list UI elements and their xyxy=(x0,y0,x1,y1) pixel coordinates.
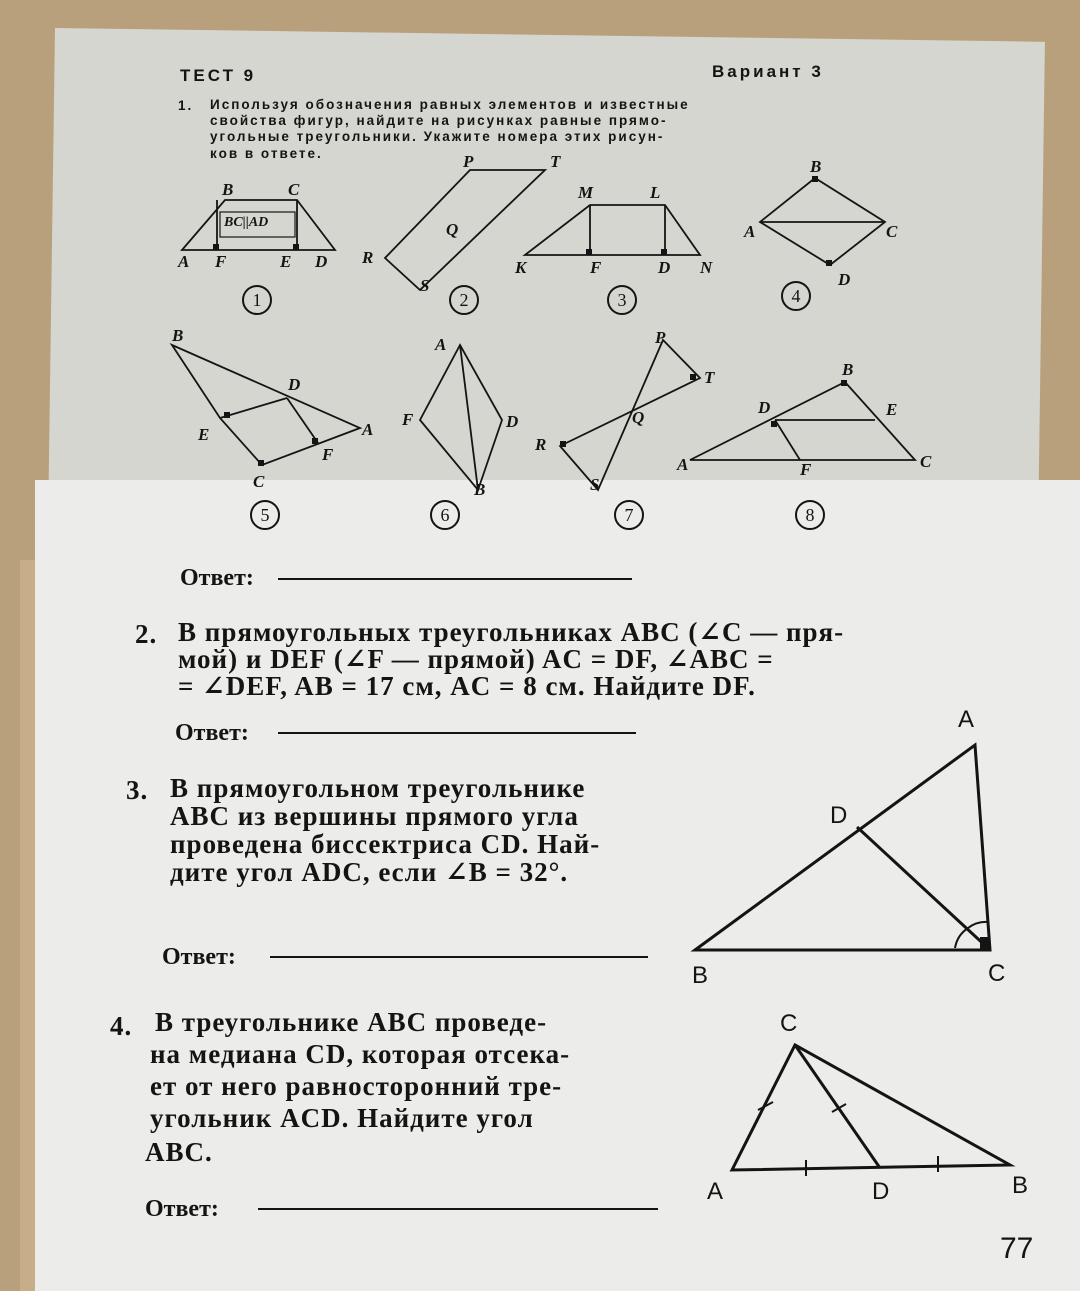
task4-line: ABC. xyxy=(145,1137,213,1167)
fig8-label: E xyxy=(886,400,898,419)
task1-number: 1. xyxy=(178,98,194,113)
fig8-number: 8 xyxy=(795,500,825,530)
task4-number: 4. xyxy=(110,1011,133,1041)
page-number: 77 xyxy=(1000,1232,1034,1265)
fig7-label: Q xyxy=(632,408,645,427)
fig4-label: A xyxy=(744,222,756,241)
task4-line: ет от него равносторонний тре- xyxy=(150,1071,563,1101)
task4-label-b: B xyxy=(1012,1172,1029,1199)
fig6-label: A xyxy=(435,335,447,354)
task4-label-a: A xyxy=(707,1178,724,1205)
fig6-number: 6 xyxy=(430,500,460,530)
task4-line: угольник ACD. Найдите угол xyxy=(150,1103,534,1133)
task4-label-c: C xyxy=(780,1010,798,1037)
task1-answer-label: Ответ: xyxy=(180,565,254,591)
fig5-label: D xyxy=(288,375,301,394)
fig4-label: C xyxy=(886,222,898,241)
fig2-label: Q xyxy=(446,220,459,239)
fig3-number: 3 xyxy=(607,285,637,315)
fig5-number: 5 xyxy=(250,500,280,530)
task3-line: дите угол ADC, если ∠B = 32°. xyxy=(170,857,569,887)
task2-line: В прямоугольных треугольниках ABC (∠C — пря- xyxy=(178,617,845,647)
task4-line: В треугольнике ABC проведе- xyxy=(155,1007,548,1037)
fig1-label: D xyxy=(315,252,328,271)
task4-line: на медиана CD, которая отсека- xyxy=(150,1039,571,1069)
fig7-number: 7 xyxy=(614,500,644,530)
task3-answer-label: Ответ: xyxy=(162,944,236,970)
fig3-label: L xyxy=(650,183,661,202)
task2-line: мой) и DEF (∠F — прямой) AC = DF, ∠ABC = xyxy=(178,644,774,674)
fig3-label: F xyxy=(590,258,602,277)
fig5-label: F xyxy=(322,445,334,464)
task3-label-b: B xyxy=(692,962,709,989)
task1-line: Используя обозначения равных элементов и известные xyxy=(210,97,690,112)
fig5-label: E xyxy=(198,425,210,444)
task3-label-d: D xyxy=(830,802,848,829)
task3-number: 3. xyxy=(126,775,149,805)
fig8-label: A xyxy=(677,455,689,474)
fig3-label: N xyxy=(700,258,713,277)
fig3-label: M xyxy=(578,183,594,202)
fig2-label: R xyxy=(362,248,374,267)
task1-line: ков в ответе. xyxy=(210,146,323,161)
fig8-label: B xyxy=(842,360,854,379)
fig7-label: T xyxy=(704,368,715,387)
fig1-number: 1 xyxy=(242,285,272,315)
task1-line: свойства фигур, найдите на рисунках равные прямо- xyxy=(210,113,668,128)
task3-label-a: A xyxy=(958,706,975,733)
fig1-note: BC||AD xyxy=(224,215,269,230)
fig6-label: F xyxy=(402,410,414,429)
fig8-label: C xyxy=(920,452,932,471)
fig4-number: 4 xyxy=(781,281,811,311)
test-title: ТЕСТ 9 xyxy=(180,66,257,85)
fig1-label: A xyxy=(178,252,190,271)
task3-line: проведена биссектриса CD. Най- xyxy=(170,829,601,859)
fig6-label: B xyxy=(474,480,486,499)
fig1-label: C xyxy=(288,180,300,199)
fig6-label: D xyxy=(506,412,519,431)
fig2-label: T xyxy=(550,152,561,171)
task4-label-d: D xyxy=(872,1178,890,1205)
fig3-label: D xyxy=(658,258,671,277)
task3-line: В прямоугольном треугольнике xyxy=(170,773,586,803)
fig2-number: 2 xyxy=(449,285,479,315)
task4-answer-label: Ответ: xyxy=(145,1196,219,1222)
fig1-label: E xyxy=(280,252,292,271)
fig8-label: F xyxy=(800,460,812,479)
task3-label-c: C xyxy=(988,960,1006,987)
fig4-label: D xyxy=(838,270,851,289)
fig2-label: S xyxy=(420,276,430,295)
fig1-label: F xyxy=(215,252,227,271)
fig5-label: C xyxy=(253,472,265,491)
fig4-label: B xyxy=(810,157,822,176)
task2-answer-label: Ответ: xyxy=(175,720,249,746)
fig7-label: R xyxy=(535,435,547,454)
task2-number: 2. xyxy=(135,619,158,649)
fig5-label: A xyxy=(362,420,374,439)
task1-line: угольные треугольники. Укажите номера этих рисун- xyxy=(210,129,665,144)
fig3-label: K xyxy=(515,258,527,277)
task3-line: ABC из вершины прямого угла xyxy=(170,801,579,831)
fig1-label: B xyxy=(222,180,234,199)
fig7-label: S xyxy=(590,475,600,494)
fig8-label: D xyxy=(758,398,771,417)
fig7-label: P xyxy=(655,328,666,347)
fig5-label: B xyxy=(172,326,184,345)
variant-label: Вариант 3 xyxy=(712,62,824,81)
task2-line: = ∠DEF, AB = 17 см, AC = 8 см. Найдите DF. xyxy=(178,671,756,701)
fig2-label: P xyxy=(463,152,474,171)
